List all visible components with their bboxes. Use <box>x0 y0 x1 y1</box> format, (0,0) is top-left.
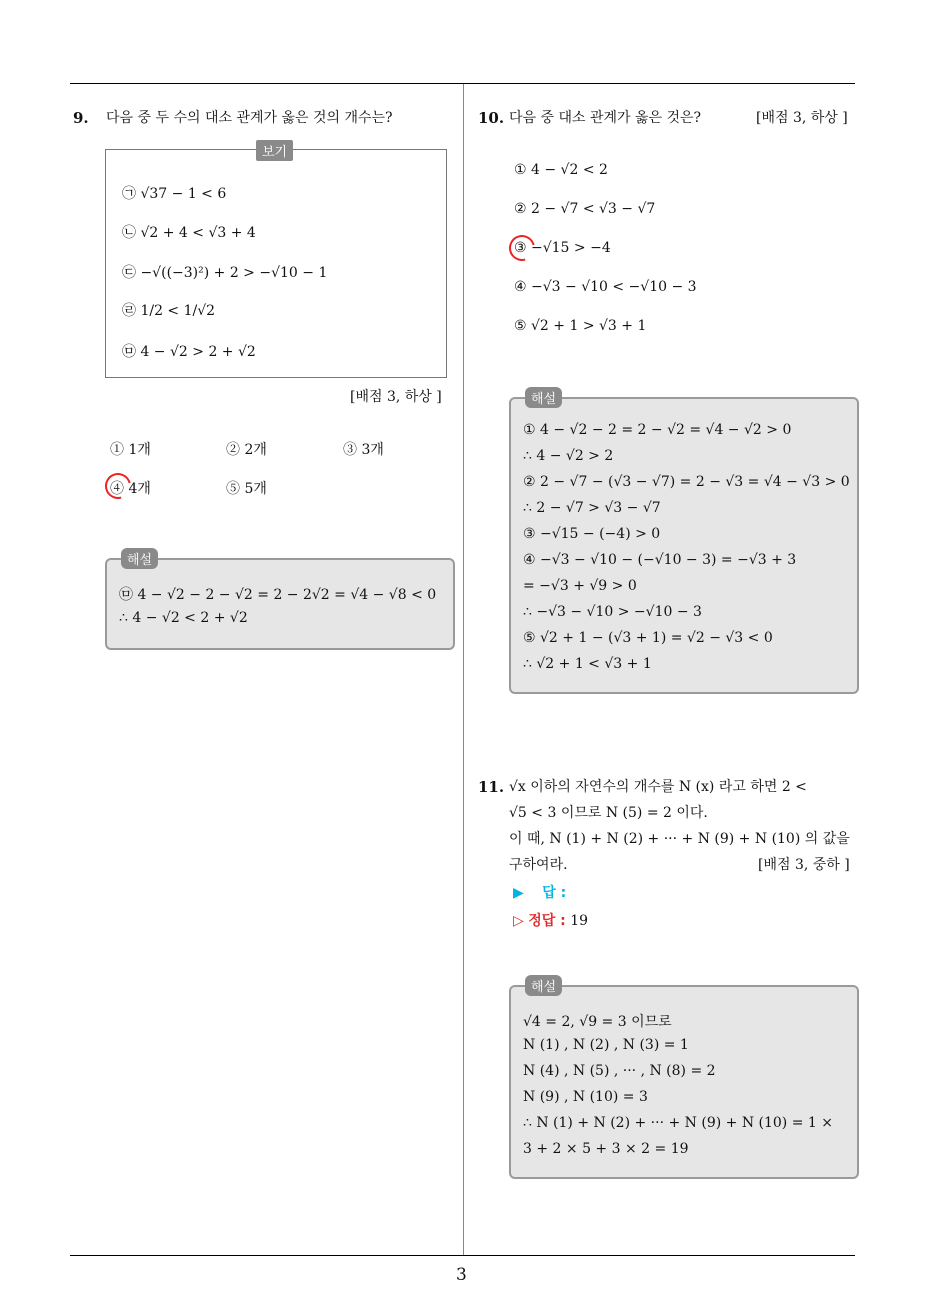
q9-sol-title: 해설 <box>121 548 158 569</box>
q11-sol-line-6: 3 + 2 × 5 + 3 × 2 = 19 <box>523 1141 689 1157</box>
q11-question-line-3: 이 때, N (1) + N (2) + ··· + N (9) + N (10) 의 값을 <box>509 831 850 847</box>
q9-solution-box <box>105 553 455 650</box>
q10-sol-line-5: ③ −√15 − (−4) > 0 <box>523 526 661 542</box>
q10-choice-3[interactable]: ③ −√15 > −4 <box>514 240 611 256</box>
play-outline-icon: ▷ <box>513 913 524 929</box>
q10-score: [배점 3, 하상 ] <box>756 110 848 126</box>
q9-box-title: 보기 <box>256 140 293 161</box>
q10-solution-box <box>509 392 859 694</box>
play-icon: ▶ <box>513 885 524 901</box>
q10-answer-mark <box>504 230 540 266</box>
q9-item-1: ㉠ √37 − 1 < 6 <box>122 186 227 202</box>
q10-sol-title: 해설 <box>525 387 562 408</box>
q11-correct-row <box>513 910 588 930</box>
q11-score: [배점 3, 중하 ] <box>758 857 850 873</box>
q9-answer-mark <box>100 468 136 504</box>
q10-question: 다음 중 대소 관계가 옳은 것은? <box>509 110 702 126</box>
q9-choice-5[interactable]: ⑤ 5개 <box>226 481 267 497</box>
q10-choice-4[interactable]: ④ −√3 − √10 < −√10 − 3 <box>514 279 697 295</box>
q11-sol-line-2: N (1) , N (2) , N (3) = 1 <box>523 1037 689 1053</box>
q10-sol-line-6: ④ −√3 − √10 − (−√10 − 3) = −√3 + 3 <box>523 552 797 568</box>
q11-question-line-1: √x 이하의 자연수의 개수를 N (x) 라고 하면 2 < <box>509 779 807 795</box>
q10-choice-1[interactable]: ① 4 − √2 < 2 <box>514 162 608 178</box>
q9-item-2: ㉡ √2 + 4 < √3 + 4 <box>122 225 256 241</box>
q11-sol-line-4: N (9) , N (10) = 3 <box>523 1089 648 1105</box>
q9-choice-4[interactable]: ④ 4개 <box>110 481 151 497</box>
q9-sol-line-2: ∴ 4 − √2 < 2 + √2 <box>119 610 248 626</box>
q9-number: 9. <box>73 109 89 127</box>
q9-item-5: ㉤ 4 − √2 > 2 + √2 <box>122 344 256 360</box>
q11-answer-label: 답 : <box>542 885 567 901</box>
q11-number: 11. <box>478 778 505 796</box>
q11-correct-label: 정답 : <box>528 913 566 929</box>
q10-choice-5[interactable]: ⑤ √2 + 1 > √3 + 1 <box>514 318 647 334</box>
q11-question-line-4: 구하여라. <box>509 857 568 873</box>
q9-item-3: ㉢ −√((−3)²) + 2 > −√10 − 1 <box>122 265 328 281</box>
q10-sol-line-2: ∴ 4 − √2 > 2 <box>523 448 614 464</box>
q9-question: 다음 중 두 수의 대소 관계가 옳은 것의 개수는? <box>106 110 393 126</box>
q9-item-4: ㉣ 1/2 < 1/√2 <box>122 303 216 319</box>
q11-question-line-2: √5 < 3 이므로 N (5) = 2 이다. <box>509 805 708 821</box>
q9-score: [배점 3, 하상 ] <box>350 389 442 405</box>
q10-sol-line-10: ∴ √2 + 1 < √3 + 1 <box>523 656 652 672</box>
q9-sol-line-1: ㉤ 4 − √2 − 2 − √2 = 2 − 2√2 = √4 − √8 < 0 <box>119 587 437 603</box>
q9-example-box <box>105 145 447 378</box>
q10-choice-2[interactable]: ② 2 − √7 < √3 − √7 <box>514 201 656 217</box>
q11-correct-value: 19 <box>570 913 589 929</box>
q10-sol-line-9: ⑤ √2 + 1 − (√3 + 1) = √2 − √3 < 0 <box>523 630 773 646</box>
q11-solution-box <box>509 980 859 1179</box>
q11-sol-title: 해설 <box>525 975 562 996</box>
q11-sol-line-5: ∴ N (1) + N (2) + ··· + N (9) + N (10) = 1 × <box>523 1115 833 1131</box>
q9-choice-1[interactable]: ① 1개 <box>110 442 151 458</box>
q10-sol-line-1: ① 4 − √2 − 2 = 2 − √2 = √4 − √2 > 0 <box>523 422 792 438</box>
q9-choice-2[interactable]: ② 2개 <box>226 442 267 458</box>
q11-sol-line-1: √4 = 2, √9 = 3 이므로 <box>523 1014 672 1030</box>
q10-sol-line-3: ② 2 − √7 − (√3 − √7) = 2 − √3 = √4 − √3 > 0 <box>523 474 850 490</box>
q11-answer-row <box>513 882 566 902</box>
q10-sol-line-4: ∴ 2 − √7 > √3 − √7 <box>523 500 661 516</box>
q10-number: 10. <box>478 109 505 127</box>
q10-sol-line-7: = −√3 + √9 > 0 <box>523 578 637 594</box>
bottom-rule <box>70 1255 855 1256</box>
q9-choice-3[interactable]: ③ 3개 <box>343 442 384 458</box>
page-number: 3 <box>456 1265 467 1285</box>
q11-sol-line-3: N (4) , N (5) , ··· , N (8) = 2 <box>523 1063 716 1079</box>
column-divider <box>463 84 464 1256</box>
q10-sol-line-8: ∴ −√3 − √10 > −√10 − 3 <box>523 604 702 620</box>
